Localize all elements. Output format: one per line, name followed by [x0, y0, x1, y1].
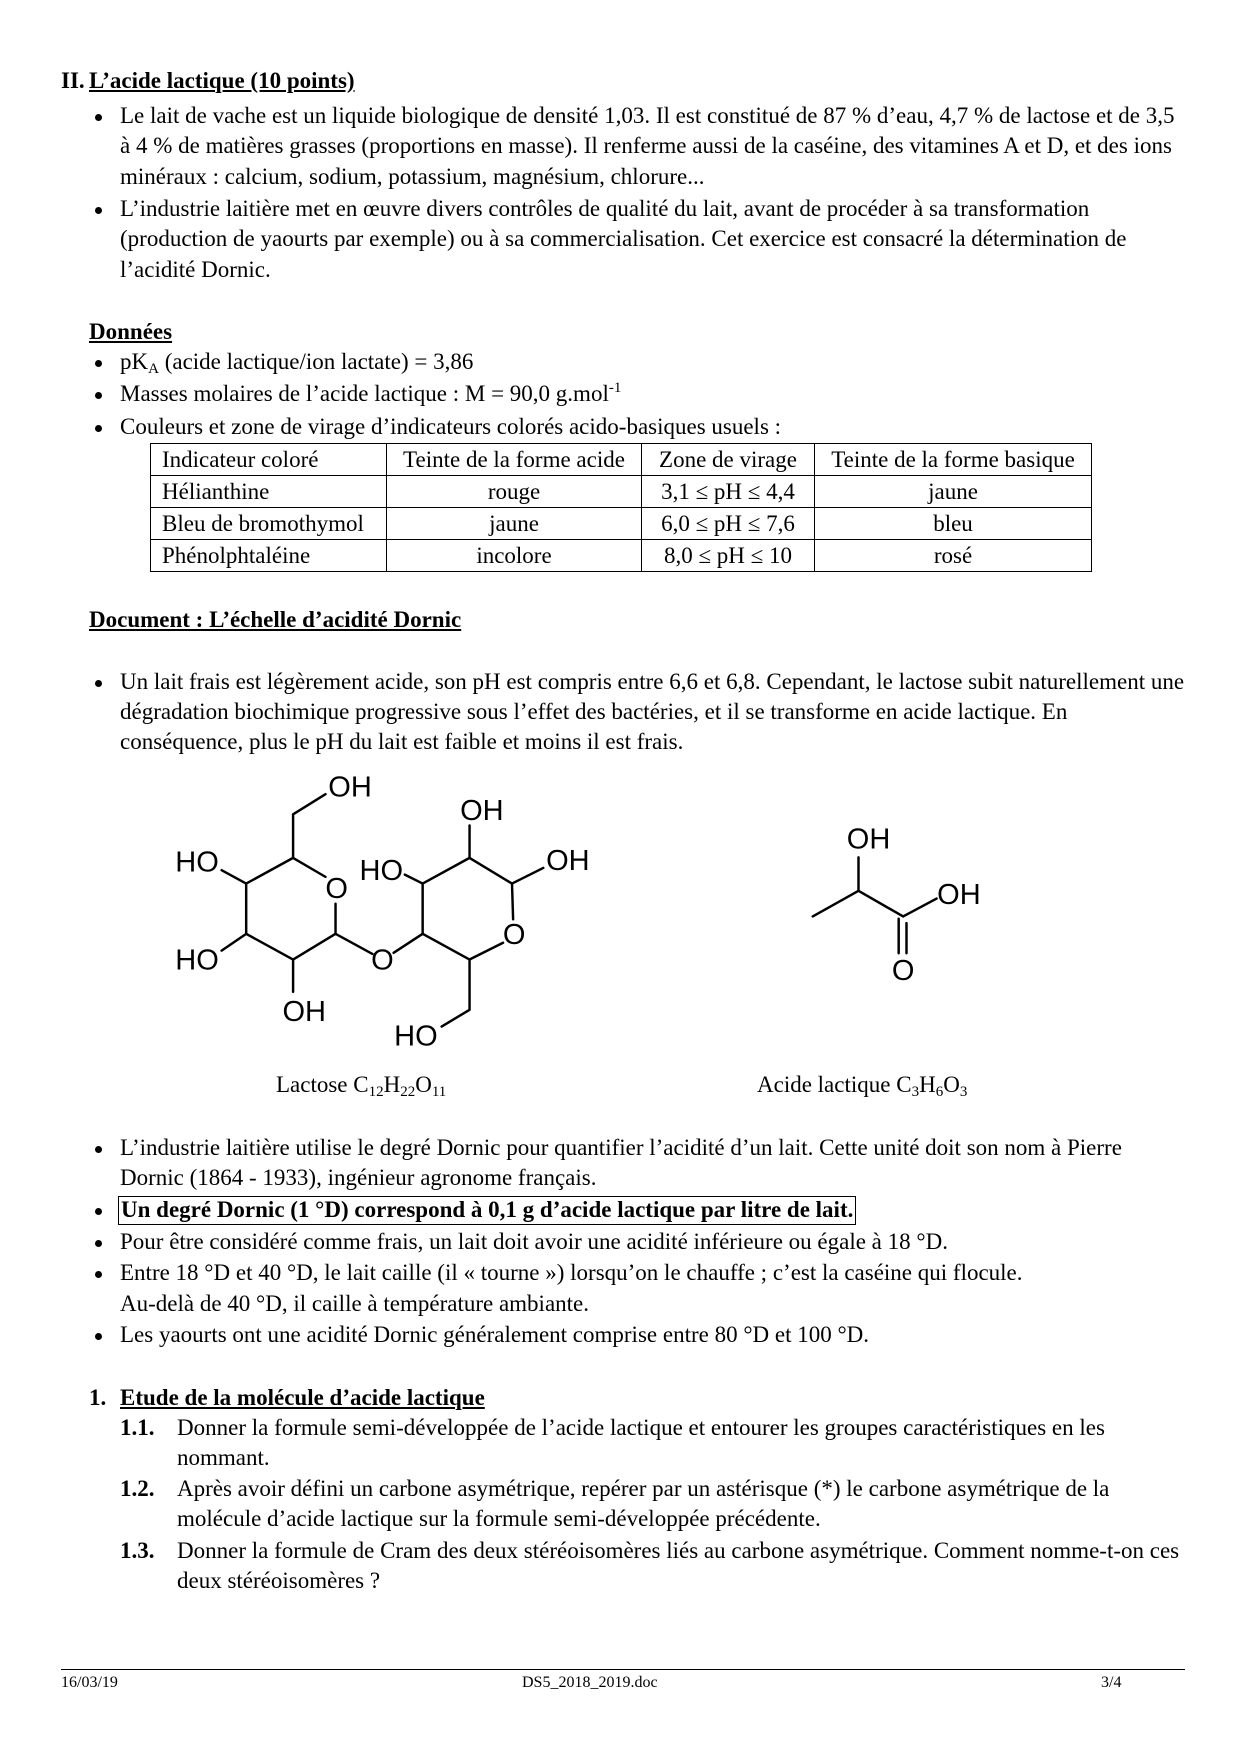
table-cell: jaune: [815, 476, 1092, 508]
oh-label: OH: [328, 771, 372, 804]
subquestion-line: nommant.: [177, 1445, 270, 1470]
caption-subscript: 12: [368, 1084, 384, 1100]
caption-subscript: 22: [400, 1084, 416, 1100]
ring-oxygen-label: O: [502, 918, 526, 951]
lait-caille-line: Entre 18 °D et 40 °D, le lait caille (il « tourne ») lorsqu’on le chauffe ; c’est la caséine qui flocule.: [120, 1260, 1023, 1285]
subquestion-line: Après avoir défini un carbone asymétrique, repérer par un astérisque (*) le carbone asymétrique de la: [177, 1476, 1110, 1501]
caption-subscript: 6: [935, 1084, 944, 1100]
table-header: Zone de virage: [642, 444, 815, 476]
intro-bullet-1-line: minéraux : calcium, sodium, potassium, magnésium, chlorure...: [120, 164, 705, 189]
ho-label: HO: [394, 1020, 438, 1053]
section-title: L’acide lactique (10 points): [89, 68, 355, 93]
bullet-icon: [95, 425, 102, 432]
caption-subscript: 3: [959, 1084, 968, 1100]
lactose-left-ring: [246, 858, 335, 960]
lactic-acid-structure: [799, 816, 995, 989]
bullet-icon: [95, 360, 102, 367]
document-intro-line: Un lait frais est légèrement acide, son pH est compris entre 6,6 et 6,8. Cependant, le lactose subit naturellement une: [120, 669, 1185, 694]
document-heading: Document : L’échelle d’acidité Dornic: [89, 607, 462, 632]
carbonyl-oxygen-label: O: [891, 955, 915, 988]
caption-text: O: [415, 1072, 432, 1097]
donnees-heading: Données: [89, 319, 173, 344]
subquestion-label: 1.2.: [120, 1476, 155, 1501]
subquestion-line: molécule d’acide lactique sur la formule semi-développée précédente.: [177, 1506, 821, 1531]
oh-label: OH: [282, 995, 327, 1028]
subquestion-label: 1.1.: [120, 1415, 155, 1440]
table-cell: Phénolphtaléine: [151, 540, 387, 572]
lactose-left-substituents: [222, 794, 373, 992]
indicateurs-intro: Couleurs et zone de virage d’indicateurs colorés acido-basiques usuels :: [120, 414, 782, 439]
lait-frais-line: Pour être considéré comme frais, un lait doit avoir une acidité inférieure ou égale à 18 °D.: [120, 1229, 948, 1254]
table-cell: rouge: [387, 476, 642, 508]
dornic-definition-box: Un degré Dornic (1 °D) correspond à 0,1 g d’acide lactique par litre de lait.: [118, 1196, 856, 1225]
section-number: II.: [61, 68, 85, 93]
intro-bullet-2-line: (production de yaourts par exemple) ou à sa commercialisation. Cet exercice est consacré la détermination de: [120, 226, 1127, 251]
bullet-icon: [95, 1333, 102, 1340]
footer-filename: DS5_2018_2019.doc: [522, 1674, 658, 1691]
lactic-acid-caption: [757, 1070, 967, 1100]
table-header-row: [151, 444, 1092, 476]
question-title: Etude de la molécule d’acide lactique: [120, 1385, 485, 1410]
table-cell: 3,1 ≤ pH ≤ 4,4: [642, 476, 815, 508]
subquestion-label: 1.3.: [120, 1538, 155, 1563]
ring-oxygen-label: O: [325, 873, 348, 906]
footer-date: 16/03/19: [61, 1674, 118, 1691]
dornic-origin-line: L’industrie laitière utilise le degré Dornic pour quantifier l’acidité d’un lait. Cette unité doit son nom à Pierre: [120, 1135, 1122, 1160]
footer-page-number: 3/4: [1101, 1674, 1122, 1691]
table-cell: 6,0 ≤ pH ≤ 7,6: [642, 508, 815, 540]
bullet-icon: [95, 392, 102, 399]
subquestion-line: Donner la formule de Cram des deux stéréoisomères liés au carbone asymétrique. Comment nomme-t-on ces: [177, 1538, 1180, 1563]
oh-label: OH: [937, 879, 981, 912]
ho-label: HO: [175, 944, 219, 977]
masse-molaire-exponent: -1: [608, 380, 622, 396]
document-intro-line: conséquence, plus le pH du lait est faible et moins il est frais.: [120, 729, 684, 754]
pka-value: (acide lactique/ion lactate) = 3,86: [158, 349, 474, 374]
bullet-icon: [95, 1146, 102, 1153]
lactose-right-ring: [423, 858, 513, 960]
bullet-icon: [95, 680, 102, 687]
bullet-icon: [95, 1271, 102, 1278]
caption-text: O: [943, 1072, 960, 1097]
table-row: [151, 540, 1092, 572]
caption-text: Lactose C: [276, 1072, 369, 1097]
intro-bullet-2-line: l’acidité Dornic.: [120, 257, 271, 282]
intro-bullet-1-line: Le lait de vache est un liquide biologique de densité 1,03. Il est constitué de 87 % d’eau, 4,7 % de lactose et de 3,5: [120, 103, 1175, 128]
ho-label: HO: [359, 855, 404, 888]
intro-bullet-1-line: à 4 % de matières grasses (proportions en masse). Il renferme aussi de la caséine, des vitamines A et D, et des ions: [120, 133, 1172, 158]
glycosidic-oxygen-label: O: [371, 944, 394, 977]
table-header: Teinte de la forme basique: [815, 444, 1092, 476]
yaourts-line: Les yaourts ont une acidité Dornic généralement comprise entre 80 °D et 100 °D.: [120, 1322, 870, 1347]
pka-prefix: pK: [120, 349, 149, 374]
table-cell: jaune: [387, 508, 642, 540]
table-row: [151, 508, 1092, 540]
footer-rule: [61, 1669, 1185, 1670]
oh-label: OH: [460, 794, 504, 827]
pka-item: [120, 347, 473, 377]
table-row: [151, 476, 1092, 508]
indicateurs-table: [150, 443, 1092, 572]
oh-label: OH: [546, 845, 590, 878]
ho-label: HO: [175, 846, 219, 879]
subquestion-line: deux stéréoisomères ?: [177, 1568, 381, 1593]
lactose-structure: [168, 766, 598, 1057]
subquestion-line: Donner la formule semi-développée de l’acide lactique et entourer les groupes caractéristiques en les: [177, 1415, 1105, 1440]
document-intro-line: dégradation biochimique progressive sous l’effet des bactéries, et il se transforme en acide lactique. En: [120, 699, 1068, 724]
table-header: Indicateur coloré: [151, 444, 387, 476]
pka-subscript: A: [148, 361, 159, 377]
lait-caille-line: Au-delà de 40 °D, il caille à température ambiante.: [120, 1291, 589, 1316]
table-cell: Bleu de bromothymol: [151, 508, 387, 540]
masse-molaire-item: [120, 379, 621, 409]
lactose-caption: [276, 1070, 446, 1100]
bullet-icon: [95, 114, 102, 121]
table-cell: rosé: [815, 540, 1092, 572]
table-cell: 8,0 ≤ pH ≤ 10: [642, 540, 815, 572]
dornic-origin-line: Dornic (1864 - 1933), ingénieur agronome français.: [120, 1165, 597, 1190]
caption-subscript: 3: [911, 1084, 920, 1100]
caption-text: Acide lactique C: [757, 1072, 912, 1097]
intro-bullet-2-line: L’industrie laitière met en œuvre divers contrôles de qualité du lait, avant de procéder à sa transformation: [120, 196, 1090, 221]
lactic-acid-bonds: [813, 857, 937, 953]
caption-subscript: 11: [431, 1084, 447, 1100]
oh-label: OH: [846, 823, 891, 856]
table-header: Teinte de la forme acide: [387, 444, 642, 476]
bullet-icon: [95, 207, 102, 214]
table-cell: incolore: [387, 540, 642, 572]
caption-text: H: [383, 1072, 401, 1097]
masse-molaire-text: Masses molaires de l’acide lactique : M = 90,0 g.mol: [120, 381, 609, 406]
table-cell: bleu: [815, 508, 1092, 540]
bullet-icon: [95, 1240, 102, 1247]
caption-text: H: [919, 1072, 936, 1097]
question-number: 1.: [89, 1385, 107, 1410]
bullet-icon: [95, 1208, 102, 1215]
table-cell: Hélianthine: [151, 476, 387, 508]
